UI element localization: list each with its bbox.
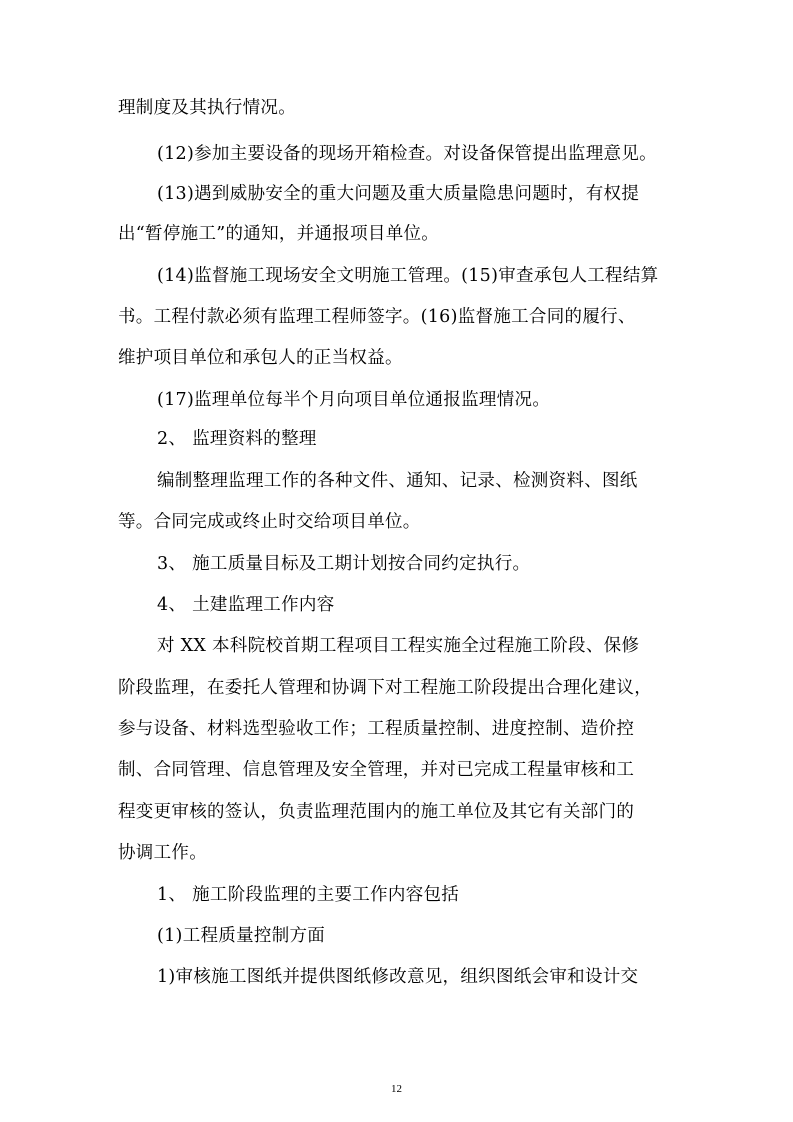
- text-line: (17)监理单位每半个月向项目单位通报监理情况。: [157, 390, 551, 410]
- section-heading: 3、 施工质量目标及工期计划按合同约定执行。: [157, 554, 531, 574]
- text-line: (14)监督施工现场安全文明施工管理。(15)审查承包人工程结算: [157, 266, 659, 286]
- text-line: 维护项目单位和承包人的正当权益。: [118, 348, 403, 368]
- text-line: 协调工作。: [118, 843, 207, 863]
- text-line: 参与设备、材料选型验收工作；工程质量控制、进度控制、造价控: [118, 719, 635, 739]
- text-line: 阶段监理，在委托人管理和协调下对工程施工阶段提出合理化建议，: [118, 678, 652, 698]
- text-line: 等。合同完成或终止时交给项目单位。: [118, 512, 421, 532]
- subsection-heading: (1)工程质量控制方面: [157, 926, 326, 946]
- section-heading: 1、 施工阶段监理的主要工作内容包括: [157, 885, 460, 905]
- text-line: 对 XX 本科院校首期工程项目工程实施全过程施工阶段、保修: [157, 636, 640, 656]
- text-line: 编制整理监理工作的各种文件、通知、记录、检测资料、图纸: [157, 471, 638, 491]
- text-line: 理制度及其执行情况。: [118, 98, 296, 118]
- section-heading: 4、 土建监理工作内容: [157, 595, 335, 615]
- text-line: 程变更审核的签认，负责监理范围内的施工单位及其它有关部门的: [118, 802, 635, 822]
- text-line: 出“暂停施工”的通知，并通报项目单位。: [118, 224, 440, 244]
- page-number: 12: [391, 1083, 402, 1095]
- text-line: 书。工程付款必须有监理工程师签字。(16)监督施工合同的履行、: [118, 307, 636, 327]
- text-line: (13)遇到威胁安全的重大问题及重大质量隐患问题时，有权提: [157, 184, 640, 204]
- text-line: 制、合同管理、信息管理及安全管理，并对已完成工程量审核和工: [118, 760, 635, 780]
- text-line: (12)参加主要设备的现场开箱检查。对设备保管提出监理意见。: [157, 144, 657, 164]
- text-line: 1)审核施工图纸并提供图纸修改意见，组织图纸会审和设计交: [157, 967, 639, 987]
- section-heading: 2、 监理资料的整理: [157, 429, 317, 449]
